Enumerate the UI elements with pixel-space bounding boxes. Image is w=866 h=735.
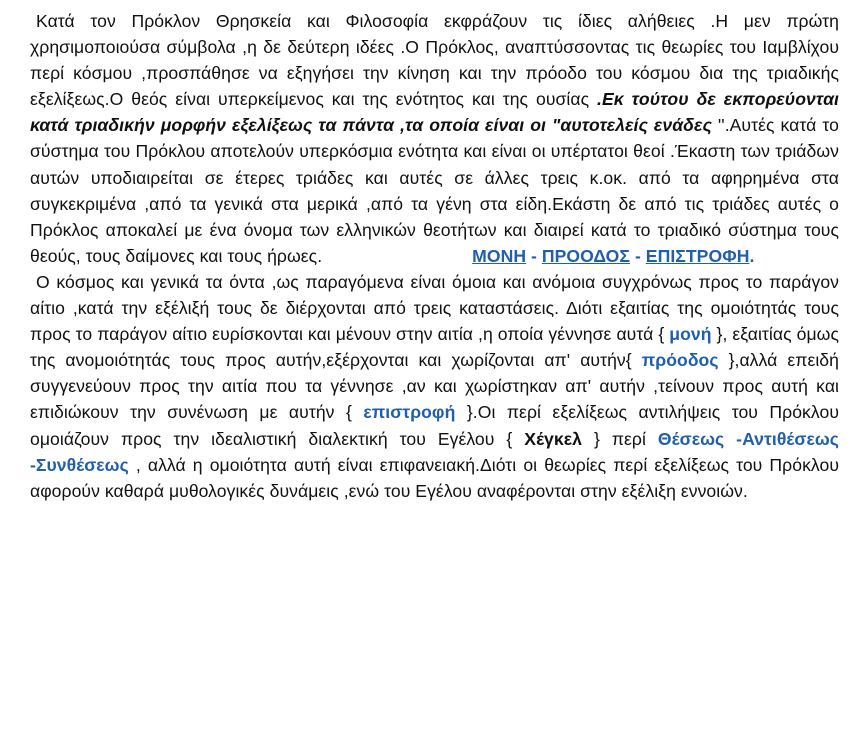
p2-text-4: }.Οι περί εξελίξεως αντιλήψεις του Πρόκλου ομοιάζουν προς την ιδεαλιστική διαλεκτική του Εγέλου { [30, 402, 839, 449]
link-proodos[interactable]: ΠΡΟΟΔΟΣ [541, 245, 630, 266]
term-theses: Θέσεως -Αντιθέσεως -Συνθέσεως [30, 428, 839, 475]
p2-text-3: },αλλά επειδή συγγενεύουν προς την αιτία που τα γέννησε ,αν και χωρίστηκαν απ' αυτήν ,τείνουν προς αυτή και επιδιώκουν την συνένωση με αυτήν { [30, 350, 839, 423]
link-mone[interactable]: ΜΟΝΗ [472, 245, 527, 266]
link-epistrofi[interactable]: ΕΠΙΣΤΡΟΦΗ [645, 245, 750, 266]
term-mone: μονή [669, 324, 712, 345]
p1-quote: .Εκ τούτου δε εκπορεύονται κατά τριαδικήν μορφήν εξελίξεως τα πάντα ,τα οποία είναι οι "αυτοτελείς ενάδες [30, 89, 839, 136]
p2-text-1: Ο κόσμος και γενικά τα όντα ,ως παραγόμενα είναι όμοια και ανόμοια συγχρόνως προς το παράγον αίτιο ,κατά την εξέλιξή τους δε διέρχονται από τρεις καταστάσεις. Διότι εξαιτίας της ομοιότητάς τους προς το παράγον αίτιο ευρίσκονται και μένουν στην αιτία ,η οποία γέννησε αυτά { [30, 271, 839, 345]
paragraph-1 [30, 8, 839, 269]
p2-text-6: , αλλά η ομοιότητα αυτή είναι επιφανειακή.Διότι οι θεωρίες περί εξελίξεως του Πρόκλου αφορούν καθαρά μυθολογικές δυνάμεις ,ενώ του Εγέλου αναφέρονται στην εξέλιξη εννοιών. [30, 454, 839, 501]
paragraph-2 [30, 269, 839, 504]
p1-end: . [749, 245, 755, 266]
p2-text-5: } περί [581, 428, 658, 449]
term-epistrofi: επιστροφή [363, 402, 456, 423]
p2-text-2: }, εξαιτίας όμως της ανομοιότητάς τους προς αυτήν,εξέρχονται και χωρίζονται απ' αυτήν{ [30, 324, 839, 371]
separator-1: - [526, 245, 542, 266]
separator-2: - [630, 245, 646, 266]
term-proodos: πρόοδος [641, 350, 719, 371]
term-hegel: Χέγκελ [524, 428, 582, 449]
p1-text-1: Κατά τον Πρόκλον Θρησκεία και Φιλοσοφία εκφράζουν τις ίδιες αλήθειες .Η μεν πρώτη χρησιμοποιούσα σύμβολα ,η δε δεύτερη ιδέες .Ο Πρόκλος, αναπτύσσοντας τις θεωρίες του Ιαμβλίχου περί κόσμου ,προσπάθησε να εξηγήσει την κίνηση και την πρόοδο του κόσμου δια της τριαδικής εξελίξεως.Ο θεός είναι υπερκείμενος και της ενότητος και της ουσίας [30, 11, 839, 110]
p1-text-2: ''.Αυτές κατά το σύστημα του Πρόκλου αποτελούν υπερκόσμια ενότητα και είναι οι υπέρτατοι θεοί .Έκαστη των τριάδων αυτών υποδιαιρείται σε έτερες τριάδες και αυτές σε άλλες τρεις κ.οκ. από τα αφηρημένα στα συγκεκριμένα ,από τα γενικά στα μερικά ,από τα γένη στα είδη.Εκάστη δε από τις τριάδες αυτές ο Πρόκλος αποκαλεί με ένα όνομα των ελληνικών θεοτήτων και διαιρεί κατά το τριαδικό σύστημα τους θεούς, τους δαίμονες και τους ήρωες. [30, 115, 839, 266]
